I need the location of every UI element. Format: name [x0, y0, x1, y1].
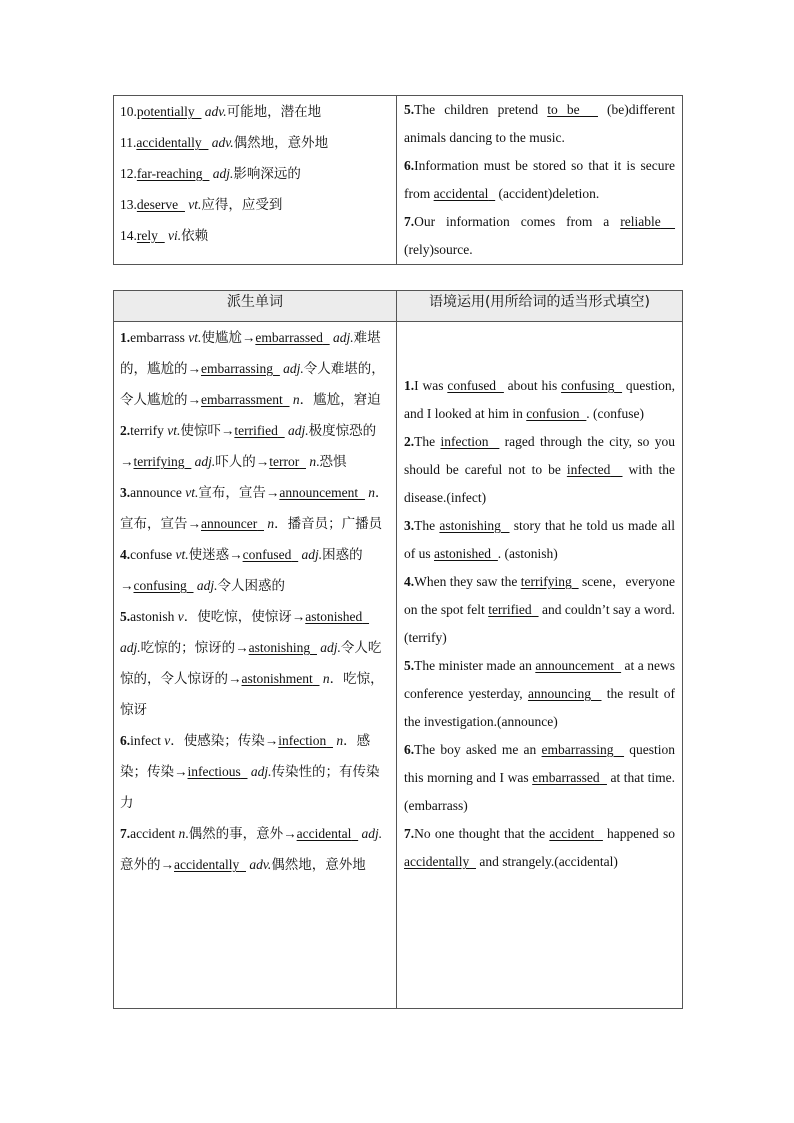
text-segment: ．播音员；广播员: [274, 516, 383, 531]
answer-blank: announcement: [535, 658, 615, 673]
text-segment: happened so: [602, 826, 675, 841]
word-item: [120, 158, 390, 189]
part-of-speech: v: [164, 733, 171, 748]
part-of-speech: n: [292, 392, 300, 407]
answer-blank: announcing: [527, 686, 591, 701]
answer-blank: reliable: [620, 214, 661, 229]
text-segment: and strangely.(accidental): [475, 854, 618, 869]
text-segment: 吃惊的；惊讶的→: [140, 640, 249, 655]
item-number: 7.: [120, 826, 131, 841]
item-number: 7.: [404, 826, 415, 841]
item-number: 5.: [404, 102, 415, 117]
text-segment: . (confuse): [586, 406, 644, 421]
context-usage-cell: [397, 322, 683, 1009]
text-segment: 令人困惑的: [217, 578, 286, 593]
text-segment: 意外的→: [120, 857, 174, 872]
item-number: 12.: [120, 166, 137, 181]
part-of-speech: adj.: [332, 330, 354, 345]
text-segment: confuse: [130, 547, 176, 562]
text-segment: ．尴尬，窘迫: [299, 392, 381, 407]
part-of-speech: adv.: [204, 104, 227, 119]
part-of-speech: adj.: [196, 578, 218, 593]
answer-blank: confusion: [526, 406, 580, 421]
text-segment: 使迷惑→: [188, 547, 243, 562]
answer-blank: astonished: [434, 546, 491, 561]
text-segment: 难堪的，尴尬的→: [120, 330, 381, 376]
context-usage-list: [397, 322, 682, 876]
answer-blank: accidentally: [136, 135, 202, 150]
part-of-speech: adj.: [250, 764, 272, 779]
item-number: 3.: [120, 485, 131, 500]
part-of-speech: adj.: [320, 640, 341, 655]
answer-blank: confusing: [133, 578, 187, 593]
item-number: 1.: [404, 378, 415, 393]
answer-blank: rely: [136, 228, 158, 243]
part-of-speech: v: [177, 609, 184, 624]
text-segment: ．宣布，宣告→: [120, 485, 389, 531]
answer-blank: infectious: [187, 764, 241, 779]
part-of-speech: adv.: [249, 857, 272, 872]
part-of-speech: vt.: [175, 547, 189, 562]
text-segment: 令人吃惊的，令人惊讶的→: [120, 640, 382, 686]
text-segment: with the disease.(infect): [404, 462, 675, 505]
sentence-item: [404, 208, 675, 264]
answer-blank: astonishing: [248, 640, 311, 655]
text-segment: 使尴尬→: [201, 330, 256, 345]
item-number: 10.: [120, 104, 137, 119]
answer-blank: accidental: [296, 826, 352, 841]
part-of-speech: vt.: [185, 485, 199, 500]
answer-blank: announcement: [279, 485, 359, 500]
part-of-speech: adj.: [120, 640, 141, 655]
context-sentence-item: [404, 736, 675, 820]
part-of-speech: adj.: [287, 423, 309, 438]
item-number: 11.: [120, 135, 137, 150]
text-segment: . (astonish): [497, 546, 558, 561]
answer-blank: confused: [447, 378, 497, 393]
item-number: 1.: [120, 330, 131, 345]
text-segment: 极度惊恐的→: [120, 423, 377, 469]
context-sentence-item: [404, 652, 675, 736]
text-segment: 吓人的→: [215, 454, 270, 469]
word-list: [114, 96, 396, 251]
answer-blank: announcer: [201, 516, 258, 531]
chinese-meaning: 依赖: [181, 228, 209, 243]
part-of-speech: n: [368, 485, 375, 500]
text-segment: The: [414, 518, 440, 533]
text-segment: the result of the investigation.(announce): [404, 686, 675, 729]
sentence-item: [404, 96, 675, 152]
derived-words-cell: [114, 322, 397, 1009]
sentence-text: Our information comes from a: [414, 214, 621, 229]
answer-blank: embarrassment: [201, 392, 283, 407]
part-of-speech: adj.: [361, 826, 383, 841]
item-number: 7.: [404, 214, 415, 229]
chinese-meaning: 偶然地，意外地: [233, 135, 329, 150]
text-segment: scene，everyone on the spot felt: [404, 574, 676, 617]
word-list-cell: [114, 96, 397, 265]
sentence-text: (accident)deletion.: [495, 186, 600, 201]
sentence-text: The children pretend: [414, 102, 548, 117]
part-of-speech: vt.: [188, 330, 202, 345]
text-segment: ．使吃惊，使惊讶→: [183, 609, 306, 624]
chinese-meaning: 应得，应受到: [201, 197, 283, 212]
answer-blank: embarrassed: [532, 770, 600, 785]
text-segment: astonish: [130, 609, 178, 624]
part-of-speech: n: [267, 516, 275, 531]
derived-word-item: [120, 818, 390, 880]
word-item: [120, 189, 390, 220]
context-sentence-item: [404, 428, 675, 512]
answer-blank: potentially: [136, 104, 195, 119]
derived-word-item: [120, 539, 390, 601]
word-item: [120, 96, 390, 127]
answer-blank: terrifying: [520, 574, 572, 589]
text-segment: 传染性的；有传染力: [120, 764, 380, 810]
derivatives-table: [113, 290, 683, 1009]
derived-word-item: [120, 477, 390, 539]
answer-blank: accidentally: [174, 857, 240, 872]
fill-blank-cell: [397, 96, 683, 265]
text-segment: I was: [414, 378, 448, 393]
text-segment: ．使感染；传染→: [170, 733, 279, 748]
text-segment: 宣布，宣告→: [198, 485, 280, 500]
text-segment: 使惊吓→: [180, 423, 235, 438]
part-of-speech: vi.: [168, 228, 182, 243]
item-number: 13.: [120, 197, 137, 212]
header-derived-words: 派生单词: [114, 291, 397, 322]
context-sentence-item: [404, 820, 675, 876]
answer-blank: embarrassed: [255, 330, 323, 345]
answer-blank: embarrassing: [201, 361, 273, 376]
text-segment: .偶然的事，意外→: [185, 826, 297, 841]
answer-blank: terror: [269, 454, 300, 469]
answer-blank: deserve: [136, 197, 179, 212]
answer-blank: astonishing: [439, 518, 501, 533]
part-of-speech: adj.: [283, 361, 304, 376]
sentence-text: (rely)source.: [404, 242, 473, 257]
part-of-speech: n: [336, 733, 344, 748]
answer-blank: terrified: [488, 602, 532, 617]
answer-blank: infection: [440, 434, 489, 449]
text-segment: terrify: [130, 423, 168, 438]
text-segment: ．感染；传染→: [120, 733, 371, 779]
answer-blank: terrifying: [133, 454, 185, 469]
text-segment: at that time.(embarrass): [404, 770, 675, 813]
text-segment: accident: [130, 826, 179, 841]
item-number: 4.: [404, 574, 415, 589]
sentence-text: Information must be stored so that it is secure from: [404, 158, 675, 201]
text-segment: The minister made an: [414, 658, 536, 673]
part-of-speech: adv.: [211, 135, 234, 150]
sentence-item: [404, 152, 675, 208]
part-of-speech: n: [309, 454, 317, 469]
sentence-text: (be)different animals dancing to the music.: [404, 102, 676, 145]
part-of-speech: adj.: [212, 166, 234, 181]
text-segment: When they saw the: [414, 574, 521, 589]
item-number: 5.: [120, 609, 131, 624]
header-context-usage: 语境运用(用所给词的适当形式填空): [397, 291, 683, 322]
answer-blank: confused: [242, 547, 292, 562]
part-of-speech: n: [178, 826, 186, 841]
answer-blank: accidentally: [404, 854, 470, 869]
context-sentence-item: [404, 512, 675, 568]
chinese-meaning: 影响深远的: [233, 166, 301, 181]
text-segment: embarrass: [130, 330, 189, 345]
derived-word-item: [120, 415, 390, 477]
text-segment: 困惑的→: [120, 547, 363, 593]
fill-blank-list: [397, 96, 682, 264]
item-number: 6.: [404, 742, 415, 757]
part-of-speech: vt.: [167, 423, 181, 438]
derived-word-item: [120, 601, 390, 725]
answer-blank: accident: [549, 826, 595, 841]
text-segment: question this morning and I was: [404, 742, 676, 785]
text-segment: question, and I looked at him in: [404, 378, 676, 421]
part-of-speech: adj.: [194, 454, 216, 469]
answer-blank: infection: [278, 733, 327, 748]
answer-blank: astonishment: [241, 671, 313, 686]
item-number: 6.: [120, 733, 131, 748]
vocab-table-top: [113, 95, 683, 265]
text-segment: story that he told us made all of us: [404, 518, 676, 561]
text-segment: 令人难堪的，令人尴尬的→: [120, 361, 385, 407]
item-number: 3.: [404, 518, 415, 533]
context-sentence-item: [404, 372, 675, 428]
text-segment: infect: [130, 733, 165, 748]
answer-blank: to be: [547, 102, 580, 117]
text-segment: The boy asked me an: [414, 742, 542, 757]
answer-blank: infected: [566, 462, 611, 477]
item-number: 5.: [404, 658, 415, 673]
part-of-speech: n: [322, 671, 330, 686]
part-of-speech: adj.: [301, 547, 323, 562]
text-segment: .恐惧: [316, 454, 347, 469]
text-segment: announce: [130, 485, 186, 500]
chinese-meaning: 可能地，潜在地: [226, 104, 322, 119]
text-segment: ．吃惊，惊讶: [120, 671, 384, 717]
text-segment: at a news conference yesterday,: [404, 658, 676, 701]
derived-word-item: [120, 725, 390, 818]
text-segment: The: [414, 434, 441, 449]
context-sentence-item: [404, 568, 675, 652]
answer-blank: accidental: [433, 186, 489, 201]
derived-words-list: [114, 322, 396, 1008]
part-of-speech: vt.: [188, 197, 202, 212]
text-segment: and couldn’t say a word.(terrify): [404, 602, 675, 645]
item-number: 2.: [120, 423, 131, 438]
text-segment: raged through the city, so you should be careful not to be: [404, 434, 675, 477]
answer-blank: astonished: [305, 609, 363, 624]
derived-word-item: [120, 322, 390, 415]
item-number: 14.: [120, 228, 137, 243]
answer-blank: far-reaching: [136, 166, 203, 181]
word-item: [120, 220, 390, 251]
answer-blank: embarrassing: [541, 742, 614, 757]
answer-blank: confusing: [561, 378, 615, 393]
answer-blank: terrified: [234, 423, 278, 438]
word-item: [120, 127, 390, 158]
item-number: 2.: [404, 434, 415, 449]
text-segment: 偶然地，意外地: [271, 857, 366, 872]
item-number: 4.: [120, 547, 131, 562]
text-segment: No one thought that the: [414, 826, 550, 841]
item-number: 6.: [404, 158, 415, 173]
text-segment: about his: [503, 378, 562, 393]
